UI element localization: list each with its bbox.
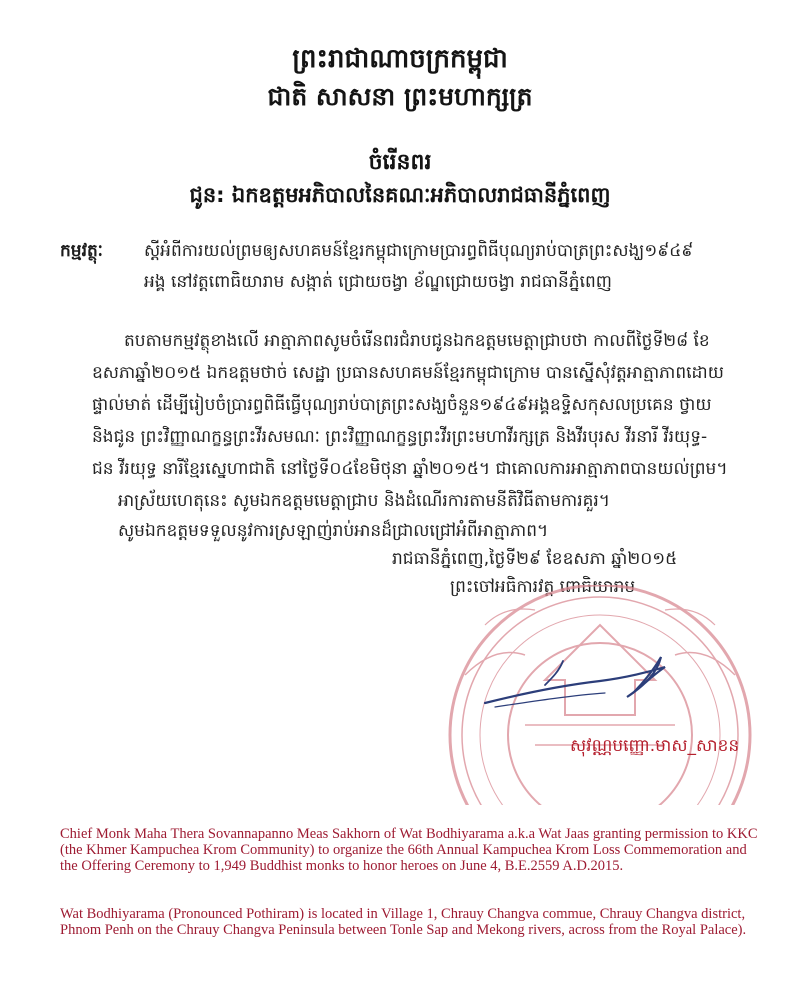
date-line: រាជធានីភ្នំពេញ,ថ្ងៃទី២៩ ខែឧសភា ឆ្នាំ២០១៥ <box>392 549 678 569</box>
kingdom-heading: ព្រះរាជាណាចក្រកម្ពុជា <box>292 44 508 74</box>
signer-name: សុវណ្ណបញ្ញោ.មាស_សាខន <box>570 736 740 756</box>
signature <box>485 657 665 707</box>
caption-permission: Chief Monk Maha Thera Sovannapanno Meas Sakhorn of Wat Bodhiyarama a.k.a Wat Jaas granting permission to KKC (the Khmer Kampuchea Krom Community) to organize the 66th Annual Kampuchea Krom Loss Commemoration and the Offering Ceremony to 1,949 Buddhist monks to honor heroes on June 4, B.E.2559 A.D.2015. <box>60 826 758 874</box>
official-seal <box>395 585 775 805</box>
body-line: ឧសភាឆ្នាំ២០១៥ ឯកឧត្តមថាច់ សេដ្ឋា ប្រធានសហគមន៍ខ្មែរកម្ពុជាក្រោម បានស្នើសុំវត្តអាត្មាភាពដោយ <box>92 363 724 383</box>
motto-heading: ជាតិ សាសនា ព្រះមហាក្សត្រ <box>267 82 533 111</box>
subject-line: អង្គ នៅវត្តពោធិយារាម សង្កាត់ ជ្រោយចង្វា ខ័ណ្ឌជ្រោយចង្វា រាជធានីភ្នំពេញ <box>144 272 612 292</box>
subject-label: កម្មវត្ថុៈ <box>60 241 103 261</box>
body-line: សូមឯកឧត្តមទទួលនូវការស្រឡាញ់រាប់អានដ៏ជ្រាលជ្រៅអំពីអាត្មាភាព។ <box>118 521 549 541</box>
greeting-heading: ចំរើនពរ <box>368 150 432 175</box>
body-line: ជន វីរយុទ្ធ នារីខ្មែរស្នេហាជាតិ នៅថ្ងៃទី០៤ខែមិថុនា ឆ្នាំ២០១៥។ ជាគោលការអាត្មាភាពបានយល់ព្រម។ <box>92 459 728 479</box>
body-line: និងជូន ព្រះវិញ្ញាណក្ខន្ធព្រះវីរសមណៈ ព្រះវិញ្ញាណក្ខន្ធព្រះវីរព្រះមហាវីរក្សត្រ និងវីរបុរស វីរនារី វីរយុទ្ធ- <box>92 427 708 447</box>
body-line: អាស្រ័យហេតុនេះ សូមឯកឧត្តមមេត្តាជ្រាប និងដំណើរការតាមនីតិវិធីតាមការគួរ។ <box>118 491 611 511</box>
subject-line: ស្តីអំពីការយល់ព្រមឲ្យសហគមន៍ខ្មែរកម្ពុជាក្រោមប្រារព្ធពិធីបុណ្យរាប់បាត្រព្រះសង្ឃ១៩៤៩ <box>144 241 694 261</box>
signer-title: ព្រះចៅអធិការវត្ត ពោធិយារាម <box>450 577 636 597</box>
body-line: តបតាមកម្មវត្ថុខាងលើ អាត្មាភាពសូមចំរើនពរជំរាបជូនឯកឧត្តមមេត្តាជ្រាបថា កាលពីថ្ងៃទី២៨ ខែ <box>124 331 710 351</box>
recipient-heading: ជូន: ឯកឧត្តមអភិបាលនៃគណៈអភិបាលរាជធានីភ្នំពេញ <box>189 183 611 207</box>
body-line: ផ្ទាល់មាត់ ដើម្បីរៀបចំប្រារព្ធពិធីធ្វើបុណ្យរាប់បាត្រព្រះសង្ឃចំនួន១៩៤៩អង្គឧទ្ទិសកុសលប្រគេន ថ្វាយ <box>92 395 712 415</box>
caption-location: Wat Bodhiyarama (Pronounced Pothiram) is located in Village 1, Chrauy Changva commue, Chrauy Changva district, Phnom Penh on the Chrauy Changva Peninsula between Tonle Sap and Mekong rivers, across from the Royal Palace). <box>60 906 747 938</box>
